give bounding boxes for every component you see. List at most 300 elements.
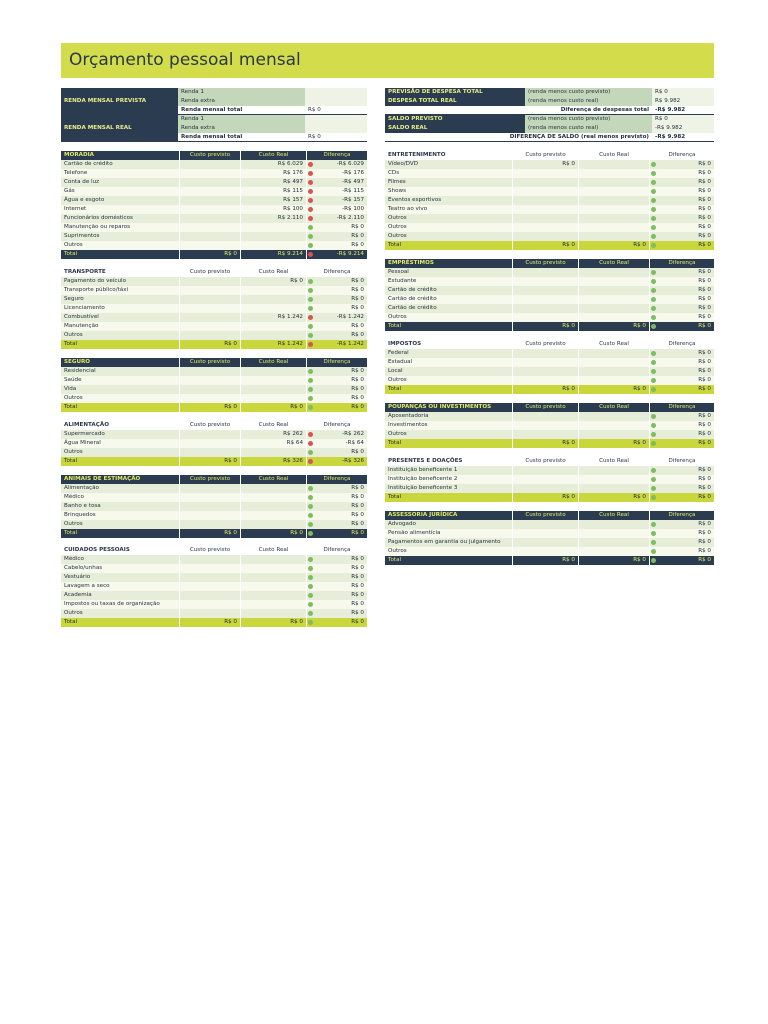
planned-cost-cell[interactable] — [179, 313, 240, 322]
table-row — [61, 493, 367, 502]
actual-cost-cell[interactable]: R$ 497 — [240, 178, 306, 187]
page-title: Orçamento pessoal mensal — [69, 50, 301, 70]
row-label: Vídeo/DVD — [388, 161, 419, 167]
planned-cost-cell[interactable] — [179, 295, 240, 304]
planned-cost-cell[interactable] — [512, 376, 578, 385]
total-difference: -R$ 9.214 — [306, 250, 367, 259]
balance-row-note: (renda menos custo real) — [525, 124, 652, 133]
actual-cost-cell[interactable] — [240, 502, 306, 511]
planned-cost-cell[interactable] — [512, 268, 578, 277]
total-row — [385, 493, 714, 502]
actual-cost-cell[interactable] — [240, 331, 306, 340]
table-row — [61, 376, 367, 385]
status-over-icon — [308, 162, 313, 167]
planned-cost-cell[interactable] — [179, 196, 240, 205]
planned-cost-cell[interactable] — [179, 223, 240, 232]
planned-cost-cell[interactable] — [179, 493, 240, 502]
planned-cost-cell[interactable] — [512, 358, 578, 367]
difference-cell: R$ 0 — [649, 277, 714, 286]
section-name: EMPRÉSTIMOS — [388, 260, 434, 266]
difference-cell: -R$ 64 — [306, 439, 367, 448]
difference-cell: R$ 0 — [649, 484, 714, 493]
planned-cost-cell[interactable] — [179, 511, 240, 520]
difference-cell: R$ 0 — [306, 484, 367, 493]
section-name: CUIDADOS PESSOAIS — [64, 547, 130, 553]
status-ok-icon — [308, 495, 313, 500]
table-row — [385, 421, 714, 430]
actual-cost-cell[interactable] — [240, 555, 306, 564]
status-ok-icon — [651, 495, 656, 500]
income-row-value[interactable] — [305, 115, 367, 124]
planned-cost-cell[interactable] — [179, 564, 240, 573]
difference-cell: R$ 0 — [649, 205, 714, 214]
difference-cell: R$ 0 — [649, 295, 714, 304]
actual-cost-cell[interactable] — [578, 295, 649, 304]
difference-cell: R$ 0 — [306, 223, 367, 232]
planned-cost-cell[interactable] — [512, 223, 578, 232]
planned-cost-cell[interactable] — [512, 475, 578, 484]
difference-cell: R$ 0 — [306, 376, 367, 385]
planned-cost-cell[interactable] — [512, 538, 578, 547]
status-over-icon — [308, 252, 313, 257]
difference-cell: R$ 0 — [649, 376, 714, 385]
actual-cost-cell[interactable]: R$ 1.242 — [240, 313, 306, 322]
status-ok-icon — [651, 387, 656, 392]
planned-cost-cell[interactable] — [512, 412, 578, 421]
balance-row-label: SALDO REAL — [385, 124, 525, 133]
status-ok-icon — [651, 522, 656, 527]
table-header — [61, 151, 367, 160]
actual-cost-cell[interactable] — [578, 187, 649, 196]
actual-cost-cell[interactable]: R$ 262 — [240, 430, 306, 439]
row-label: Gás — [64, 188, 75, 194]
col-actual-header: Custo Real — [240, 475, 306, 484]
actual-cost-cell[interactable] — [240, 582, 306, 591]
difference-cell: R$ 0 — [306, 591, 367, 600]
status-ok-icon — [308, 324, 313, 329]
actual-cost-cell[interactable] — [578, 160, 649, 169]
actual-cost-cell[interactable] — [578, 358, 649, 367]
balance-row-note: (renda menos custo real) — [525, 97, 652, 106]
total-actual: R$ 0 — [578, 493, 649, 502]
difference-cell: R$ 0 — [306, 573, 367, 582]
status-ok-icon — [308, 378, 313, 383]
actual-cost-cell[interactable] — [578, 430, 649, 439]
col-diff-header: Diferença — [306, 421, 367, 430]
actual-cost-cell[interactable] — [578, 484, 649, 493]
row-label: Cartão de crédito — [388, 296, 437, 302]
actual-cost-cell[interactable] — [240, 304, 306, 313]
table-row — [61, 591, 367, 600]
table-row — [61, 277, 367, 286]
status-over-icon — [308, 189, 313, 194]
actual-cost-cell[interactable] — [240, 385, 306, 394]
income-row-value[interactable] — [305, 97, 367, 106]
status-ok-icon — [651, 216, 656, 221]
table-header — [61, 475, 367, 484]
planned-cost-cell[interactable] — [179, 555, 240, 564]
actual-cost-cell[interactable] — [240, 520, 306, 529]
row-label: Cartão de crédito — [388, 287, 437, 293]
actual-cost-cell[interactable]: R$ 0 — [240, 277, 306, 286]
total-planned: R$ 0 — [512, 322, 578, 331]
table-header — [385, 403, 714, 412]
planned-cost-cell[interactable] — [179, 385, 240, 394]
balance-row-value: R$ 0 — [652, 88, 714, 97]
actual-cost-cell[interactable] — [578, 529, 649, 538]
planned-cost-cell[interactable] — [179, 322, 240, 331]
planned-cost-cell[interactable] — [512, 178, 578, 187]
total-difference: R$ 0 — [649, 439, 714, 448]
col-actual-header: Custo Real — [578, 340, 649, 349]
status-over-icon — [308, 207, 313, 212]
col-actual-header: Custo Real — [240, 546, 306, 555]
col-diff-header: Diferença — [306, 358, 367, 367]
status-ok-icon — [308, 531, 313, 536]
row-label: Vestuário — [64, 574, 91, 580]
planned-cost-cell[interactable] — [512, 214, 578, 223]
difference-cell: R$ 0 — [649, 232, 714, 241]
col-actual-header: Custo Real — [578, 511, 649, 520]
actual-cost-cell[interactable] — [578, 313, 649, 322]
status-ok-icon — [308, 557, 313, 562]
table-row — [61, 600, 367, 609]
status-over-icon — [308, 198, 313, 203]
difference-cell: R$ 0 — [649, 475, 714, 484]
actual-cost-cell[interactable] — [578, 367, 649, 376]
income-row — [178, 106, 367, 115]
actual-cost-cell[interactable] — [240, 600, 306, 609]
planned-cost-cell[interactable] — [179, 520, 240, 529]
status-over-icon — [308, 216, 313, 221]
planned-cost-cell[interactable] — [512, 430, 578, 439]
col-planned-header: Custo previsto — [179, 546, 240, 555]
planned-cost-cell[interactable] — [512, 349, 578, 358]
actual-cost-cell[interactable] — [240, 484, 306, 493]
planned-cost-cell[interactable] — [179, 277, 240, 286]
budget-table-poupancas — [385, 403, 714, 448]
income-row-label: Renda extra — [178, 124, 305, 133]
row-label: Outros — [388, 314, 407, 320]
actual-cost-cell[interactable] — [578, 223, 649, 232]
table-row — [61, 564, 367, 573]
balance-row-value: -R$ 9.982 — [652, 106, 714, 115]
actual-cost-cell[interactable] — [240, 448, 306, 457]
table-row — [385, 313, 714, 322]
actual-cost-cell[interactable] — [578, 412, 649, 421]
col-diff-header: Diferença — [306, 151, 367, 160]
actual-cost-cell[interactable] — [578, 520, 649, 529]
income-row-label: Renda mensal total — [178, 133, 305, 142]
actual-cost-cell[interactable] — [240, 394, 306, 403]
status-ok-icon — [651, 306, 656, 311]
table-row — [61, 439, 367, 448]
status-ok-icon — [651, 369, 656, 374]
planned-cost-cell[interactable] — [179, 609, 240, 618]
total-row — [61, 529, 367, 538]
planned-cost-cell[interactable] — [179, 502, 240, 511]
planned-cost-cell[interactable] — [512, 484, 578, 493]
row-label: Internet — [64, 206, 87, 212]
table-row — [61, 214, 367, 223]
income-row-value[interactable]: R$ 0 — [305, 133, 367, 142]
difference-cell: R$ 0 — [306, 502, 367, 511]
col-actual-header: Custo Real — [578, 403, 649, 412]
actual-cost-cell[interactable] — [578, 538, 649, 547]
planned-cost-cell[interactable] — [179, 439, 240, 448]
actual-cost-cell[interactable] — [240, 591, 306, 600]
planned-cost-cell[interactable] — [179, 573, 240, 582]
actual-cost-cell[interactable] — [578, 232, 649, 241]
difference-cell: R$ 0 — [306, 295, 367, 304]
total-difference: -R$ 326 — [306, 457, 367, 466]
status-ok-icon — [651, 162, 656, 167]
planned-cost-cell[interactable] — [179, 304, 240, 313]
balance-row — [385, 106, 714, 115]
table-row — [61, 520, 367, 529]
section-name: PRESENTES E DOAÇÕES — [388, 458, 463, 464]
actual-cost-cell[interactable] — [578, 421, 649, 430]
planned-cost-cell[interactable] — [512, 286, 578, 295]
difference-cell: R$ 0 — [306, 493, 367, 502]
actual-cost-cell[interactable] — [240, 223, 306, 232]
total-row — [61, 457, 367, 466]
planned-cost-cell[interactable] — [179, 430, 240, 439]
status-ok-icon — [651, 531, 656, 536]
planned-cost-cell[interactable] — [179, 178, 240, 187]
actual-cost-cell[interactable]: R$ 64 — [240, 439, 306, 448]
difference-cell: R$ 0 — [649, 286, 714, 295]
actual-cost-cell[interactable]: R$ 176 — [240, 169, 306, 178]
actual-cost-cell[interactable] — [240, 376, 306, 385]
planned-cost-cell[interactable] — [179, 214, 240, 223]
total-difference: R$ 0 — [649, 241, 714, 250]
row-label: Outros — [64, 242, 83, 248]
row-label: Seguro — [64, 296, 84, 302]
actual-cost-cell[interactable] — [578, 196, 649, 205]
planned-cost-cell[interactable] — [179, 448, 240, 457]
table-row — [61, 385, 367, 394]
actual-cost-cell[interactable] — [240, 241, 306, 250]
row-label: Eventos esportivos — [388, 197, 442, 203]
difference-cell: R$ 0 — [649, 187, 714, 196]
section-name: IMPOSTOS — [388, 341, 422, 347]
actual-cost-cell[interactable]: R$ 6.029 — [240, 160, 306, 169]
planned-cost-cell[interactable] — [512, 529, 578, 538]
planned-cost-cell[interactable] — [512, 367, 578, 376]
actual-cost-cell[interactable] — [240, 286, 306, 295]
difference-cell: R$ 0 — [649, 313, 714, 322]
planned-cost-cell[interactable] — [512, 295, 578, 304]
planned-cost-cell[interactable] — [179, 376, 240, 385]
row-label: Advogado — [388, 521, 416, 527]
balance-row-note: Diferença de despesas total — [385, 106, 652, 115]
status-ok-icon — [651, 297, 656, 302]
total-planned: R$ 0 — [512, 385, 578, 394]
actual-cost-cell[interactable] — [578, 178, 649, 187]
total-actual: R$ 0 — [240, 403, 306, 412]
actual-cost-cell[interactable] — [240, 232, 306, 241]
planned-cost-cell[interactable] — [179, 582, 240, 591]
planned-cost-cell[interactable] — [179, 331, 240, 340]
row-label: Outros — [64, 449, 83, 455]
actual-cost-cell[interactable]: R$ 115 — [240, 187, 306, 196]
col-planned-header: Custo previsto — [179, 475, 240, 484]
actual-cost-cell[interactable] — [240, 564, 306, 573]
status-over-icon — [308, 315, 313, 320]
planned-cost-cell[interactable] — [512, 466, 578, 475]
row-label: Pagamento do veículo — [64, 278, 127, 284]
table-row — [61, 178, 367, 187]
planned-cost-cell[interactable] — [512, 187, 578, 196]
status-ok-icon — [308, 575, 313, 580]
status-ok-icon — [651, 207, 656, 212]
planned-cost-cell[interactable] — [512, 277, 578, 286]
row-label: Médico — [64, 556, 84, 562]
difference-cell: R$ 0 — [649, 520, 714, 529]
total-actual: R$ 1.242 — [240, 340, 306, 349]
planned-cost-cell[interactable] — [512, 232, 578, 241]
total-planned: R$ 0 — [512, 241, 578, 250]
difference-cell: -R$ 157 — [306, 196, 367, 205]
difference-cell: R$ 0 — [306, 520, 367, 529]
actual-cost-cell[interactable] — [578, 214, 649, 223]
total-label: Total — [64, 341, 78, 347]
difference-cell: R$ 0 — [306, 232, 367, 241]
actual-cost-cell[interactable] — [578, 205, 649, 214]
balance-row-note: DIFERENÇA DE SALDO (real menos previsto) — [385, 133, 652, 142]
planned-cost-cell[interactable] — [512, 313, 578, 322]
planned-cost-cell[interactable] — [512, 547, 578, 556]
status-ok-icon — [308, 225, 313, 230]
planned-cost-cell[interactable] — [179, 286, 240, 295]
planned-cost-cell[interactable] — [179, 160, 240, 169]
actual-cost-cell[interactable] — [240, 573, 306, 582]
row-label: Pensão alimentícia — [388, 530, 441, 536]
table-header — [61, 358, 367, 367]
row-label: Residencial — [64, 368, 96, 374]
difference-cell: -R$ 115 — [306, 187, 367, 196]
planned-cost-cell[interactable] — [512, 196, 578, 205]
actual-cost-cell[interactable] — [578, 169, 649, 178]
status-ok-icon — [651, 243, 656, 248]
planned-cost-cell[interactable] — [512, 304, 578, 313]
status-ok-icon — [651, 225, 656, 230]
actual-cost-cell[interactable]: R$ 157 — [240, 196, 306, 205]
row-label: Aposentadoria — [388, 413, 429, 419]
total-planned: R$ 0 — [179, 618, 240, 627]
status-ok-icon — [308, 369, 313, 374]
planned-cost-cell[interactable] — [179, 367, 240, 376]
actual-cost-cell[interactable] — [578, 304, 649, 313]
planned-cost-cell[interactable] — [179, 591, 240, 600]
total-difference: -R$ 1.242 — [306, 340, 367, 349]
planned-cost-cell[interactable] — [512, 421, 578, 430]
row-label: Filmes — [388, 179, 406, 185]
row-label: Combustível — [64, 314, 99, 320]
status-ok-icon — [651, 468, 656, 473]
actual-cost-cell[interactable] — [578, 286, 649, 295]
actual-cost-cell[interactable] — [240, 295, 306, 304]
actual-cost-cell[interactable] — [578, 277, 649, 286]
planned-cost-cell[interactable] — [179, 241, 240, 250]
actual-cost-cell[interactable] — [578, 547, 649, 556]
actual-cost-cell[interactable]: R$ 2.110 — [240, 214, 306, 223]
budget-table-animais — [61, 475, 367, 538]
total-row — [385, 385, 714, 394]
row-label: Outros — [64, 610, 83, 616]
total-planned: R$ 0 — [512, 439, 578, 448]
balance-row-label: SALDO PREVISTO — [385, 115, 525, 124]
actual-cost-cell[interactable] — [240, 367, 306, 376]
actual-cost-cell[interactable] — [240, 511, 306, 520]
status-ok-icon — [651, 414, 656, 419]
total-row — [385, 241, 714, 250]
planned-cost-cell[interactable] — [179, 187, 240, 196]
planned-cost-cell[interactable] — [512, 520, 578, 529]
table-row — [61, 511, 367, 520]
col-actual-header: Custo Real — [240, 151, 306, 160]
total-difference: R$ 0 — [306, 529, 367, 538]
status-ok-icon — [308, 566, 313, 571]
planned-cost-cell[interactable] — [179, 169, 240, 178]
section-name: SEGURO — [64, 359, 91, 365]
actual-cost-cell[interactable]: R$ 100 — [240, 205, 306, 214]
planned-cost-cell[interactable] — [179, 484, 240, 493]
actual-cost-cell[interactable] — [578, 268, 649, 277]
title-bar — [61, 43, 714, 78]
row-label: Alimentação — [64, 485, 99, 491]
col-diff-header: Diferença — [649, 457, 714, 466]
income-row-value[interactable]: R$ 0 — [305, 106, 367, 115]
difference-cell: R$ 0 — [306, 367, 367, 376]
planned-cost-cell[interactable] — [179, 600, 240, 609]
row-label: Suprimentos — [64, 233, 100, 239]
income-row-value[interactable] — [305, 88, 367, 97]
planned-cost-cell[interactable] — [512, 169, 578, 178]
total-actual: R$ 0 — [578, 439, 649, 448]
actual-cost-cell[interactable] — [578, 376, 649, 385]
actual-cost-cell[interactable] — [578, 466, 649, 475]
actual-cost-cell[interactable] — [240, 609, 306, 618]
income-row-value[interactable] — [305, 124, 367, 133]
status-ok-icon — [651, 270, 656, 275]
planned-cost-cell[interactable]: R$ 0 — [512, 160, 578, 169]
table-row — [385, 304, 714, 313]
table-row — [385, 232, 714, 241]
total-label: Total — [64, 404, 78, 410]
status-ok-icon — [651, 180, 656, 185]
col-planned-header: Custo previsto — [512, 403, 578, 412]
planned-cost-cell[interactable] — [179, 205, 240, 214]
section-name: ASSESSORIA JURÍDICA — [388, 512, 458, 518]
actual-cost-cell[interactable] — [578, 475, 649, 484]
actual-cost-cell[interactable] — [578, 349, 649, 358]
planned-cost-cell[interactable] — [512, 205, 578, 214]
col-actual-header: Custo Real — [578, 259, 649, 268]
table-row — [61, 295, 367, 304]
row-label: Banho e tosa — [64, 503, 101, 509]
actual-cost-cell[interactable] — [240, 322, 306, 331]
status-ok-icon — [308, 450, 313, 455]
balance-row-value: R$ 0 — [652, 115, 714, 124]
status-ok-icon — [308, 584, 313, 589]
planned-cost-cell[interactable] — [179, 394, 240, 403]
planned-cost-cell[interactable] — [179, 232, 240, 241]
actual-cost-cell[interactable] — [240, 493, 306, 502]
row-label: Conta de luz — [64, 179, 100, 185]
difference-cell: R$ 0 — [649, 466, 714, 475]
